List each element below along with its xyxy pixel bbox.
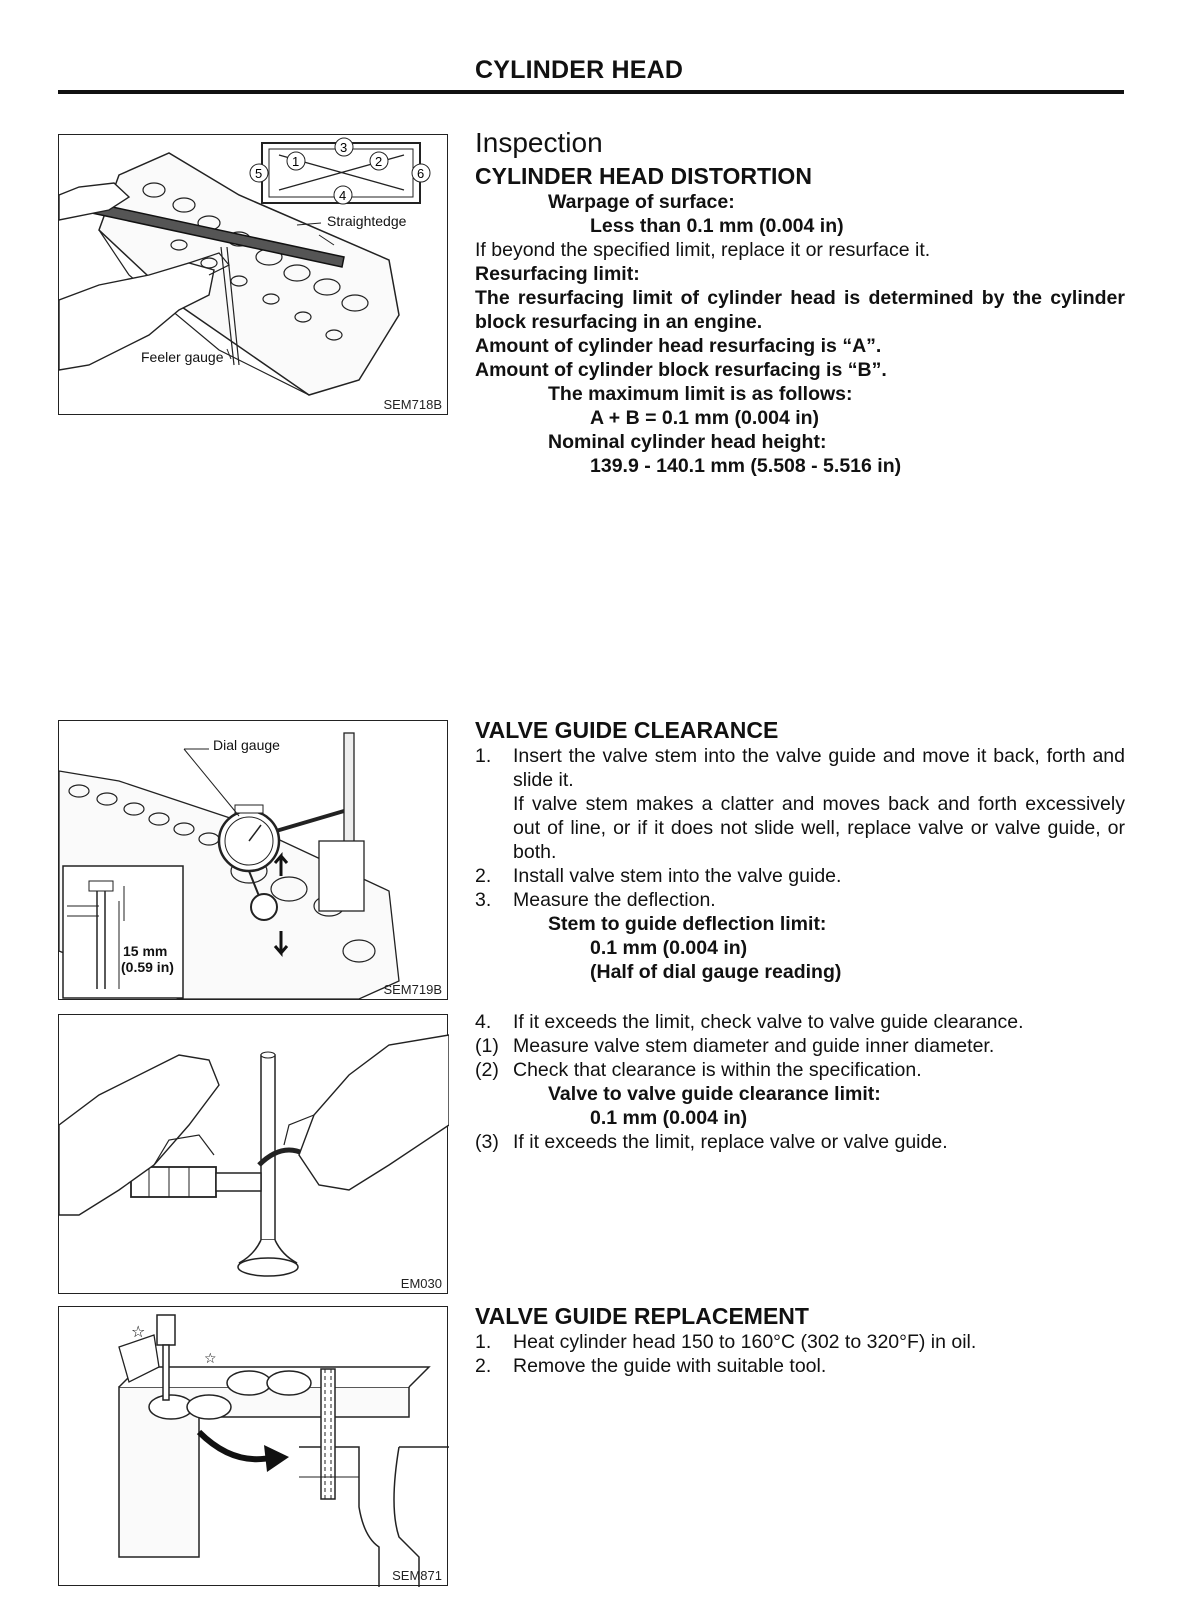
micrometer-valve-illustration [59, 1015, 449, 1295]
list-item [475, 888, 1125, 912]
step-number: 3. [475, 889, 492, 911]
title-rule [58, 90, 1124, 94]
nominal-height-value: 139.9 - 140.1 mm (5.508 - 5.516 in) [590, 455, 902, 477]
deflection-limit-label: Stem to guide deflection limit: [548, 913, 827, 935]
warpage-label: Warpage of surface: [548, 191, 735, 213]
bolt-number-6: 6 [417, 166, 425, 181]
svg-text:☆: ☆ [131, 1322, 146, 1341]
amount-a-text: Amount of cylinder head resurfacing is “A”. [475, 335, 882, 357]
list-item [475, 1130, 1125, 1154]
list-item [475, 1330, 1125, 1354]
clearance-limit-value: 0.1 mm (0.004 in) [590, 1107, 748, 1129]
figure-valve-micrometer [58, 1014, 448, 1294]
figure-code: SEM718B [383, 397, 442, 412]
step-note: If valve stem makes a clatter and moves back and forth excessively out of line, or if it does not slide well, replace valve or valve guide, or both. [513, 793, 1125, 863]
dimension-mm-label: 15 mm [123, 943, 168, 959]
step-number: 1. [475, 1331, 492, 1353]
step-number: (2) [475, 1059, 499, 1081]
cylinder-head-straightedge-illustration [59, 135, 449, 416]
warpage-value: Less than 0.1 mm (0.004 in) [590, 215, 844, 237]
clearance-final-step [475, 1130, 1125, 1154]
step-number: (1) [475, 1035, 499, 1057]
figure-code: EM030 [400, 1276, 442, 1291]
bolt-number-1: 1 [292, 154, 300, 169]
figure-valve-guide-replacement [58, 1306, 448, 1586]
clearance-limit-label: Valve to valve guide clearance limit: [548, 1083, 881, 1105]
list-item [475, 744, 1125, 864]
amount-b-text: Amount of cylinder block resurfacing is “B”. [475, 359, 887, 381]
bolt-number-2: 2 [375, 154, 383, 169]
max-limit-value: A + B = 0.1 mm (0.004 in) [590, 407, 820, 429]
bolt-number-4: 4 [339, 188, 347, 203]
step-number: 2. [475, 865, 492, 887]
dial-gauge-label: Dial gauge [213, 737, 280, 753]
step-text: Heat cylinder head 150 to 160°C (302 to 320°F) in oil. [513, 1331, 977, 1353]
figure-code: SEM719B [383, 982, 442, 997]
clearance-steps [475, 744, 1125, 912]
list-item [475, 1058, 1125, 1082]
clearance-check-steps [475, 1010, 1125, 1082]
bolt-number-5: 5 [255, 166, 263, 181]
step-text: Install valve stem into the valve guide. [513, 865, 842, 887]
list-item [475, 864, 1125, 888]
deflection-limit-note: (Half of dial gauge reading) [590, 961, 842, 983]
step-text: Measure the deflection. [513, 889, 716, 911]
valve-guide-clearance-section [475, 714, 1125, 984]
nominal-height-label: Nominal cylinder head height: [548, 431, 827, 453]
guide-removal-illustration [59, 1307, 449, 1587]
svg-text:☆: ☆ [204, 1351, 217, 1367]
figure-code: SEM871 [392, 1568, 442, 1583]
resurfacing-text: The resurfacing limit of cylinder head is determined by the cylinder block resurfacing in an engine. [475, 287, 1125, 333]
deflection-limit-value: 0.1 mm (0.004 in) [590, 937, 748, 959]
inspection-section [475, 126, 1125, 478]
step-text: If it exceeds the limit, check valve to valve guide clearance. [513, 1011, 1024, 1033]
step-number: 2. [475, 1355, 492, 1377]
max-limit-label: The maximum limit is as follows: [548, 383, 853, 405]
straightedge-label: Straightedge [327, 213, 407, 229]
step-number: (3) [475, 1131, 499, 1153]
section-heading-inspection: Inspection [475, 127, 603, 158]
subheading-cylinder-head-distortion: CYLINDER HEAD DISTORTION [475, 163, 812, 189]
step-text: Insert the valve stem into the valve guide and move it back, forth and slide it. [513, 745, 1125, 791]
replacement-steps [475, 1330, 1125, 1378]
figure-cylinder-head-distortion [58, 134, 448, 415]
dimension-in-label: (0.59 in) [121, 959, 174, 975]
page-title: CYLINDER HEAD [475, 56, 684, 84]
step-number: 1. [475, 745, 492, 767]
bolt-number-3: 3 [340, 140, 348, 155]
figure-valve-guide-clearance [58, 720, 448, 1000]
step-text: Remove the guide with suitable tool. [513, 1355, 827, 1377]
list-item [475, 1354, 1125, 1378]
step-text: If it exceeds the limit, replace valve or valve guide. [513, 1131, 948, 1153]
list-item [475, 1010, 1125, 1034]
step-number: 4. [475, 1011, 492, 1033]
resurfacing-label: Resurfacing limit: [475, 263, 640, 285]
step-text: Measure valve stem diameter and guide inner diameter. [513, 1035, 995, 1057]
list-item [475, 1034, 1125, 1058]
step-text: Check that clearance is within the specification. [513, 1059, 922, 1081]
beyond-limit-text: If beyond the specified limit, replace it or resurface it. [475, 239, 931, 261]
valve-clearance-check-section [475, 1010, 1125, 1154]
feeler-gauge-label: Feeler gauge [141, 349, 224, 365]
valve-guide-replacement-section [475, 1300, 1125, 1378]
subheading-valve-guide-replacement: VALVE GUIDE REPLACEMENT [475, 1303, 809, 1329]
subheading-valve-guide-clearance: VALVE GUIDE CLEARANCE [475, 717, 779, 743]
dial-gauge-illustration [59, 721, 449, 1001]
